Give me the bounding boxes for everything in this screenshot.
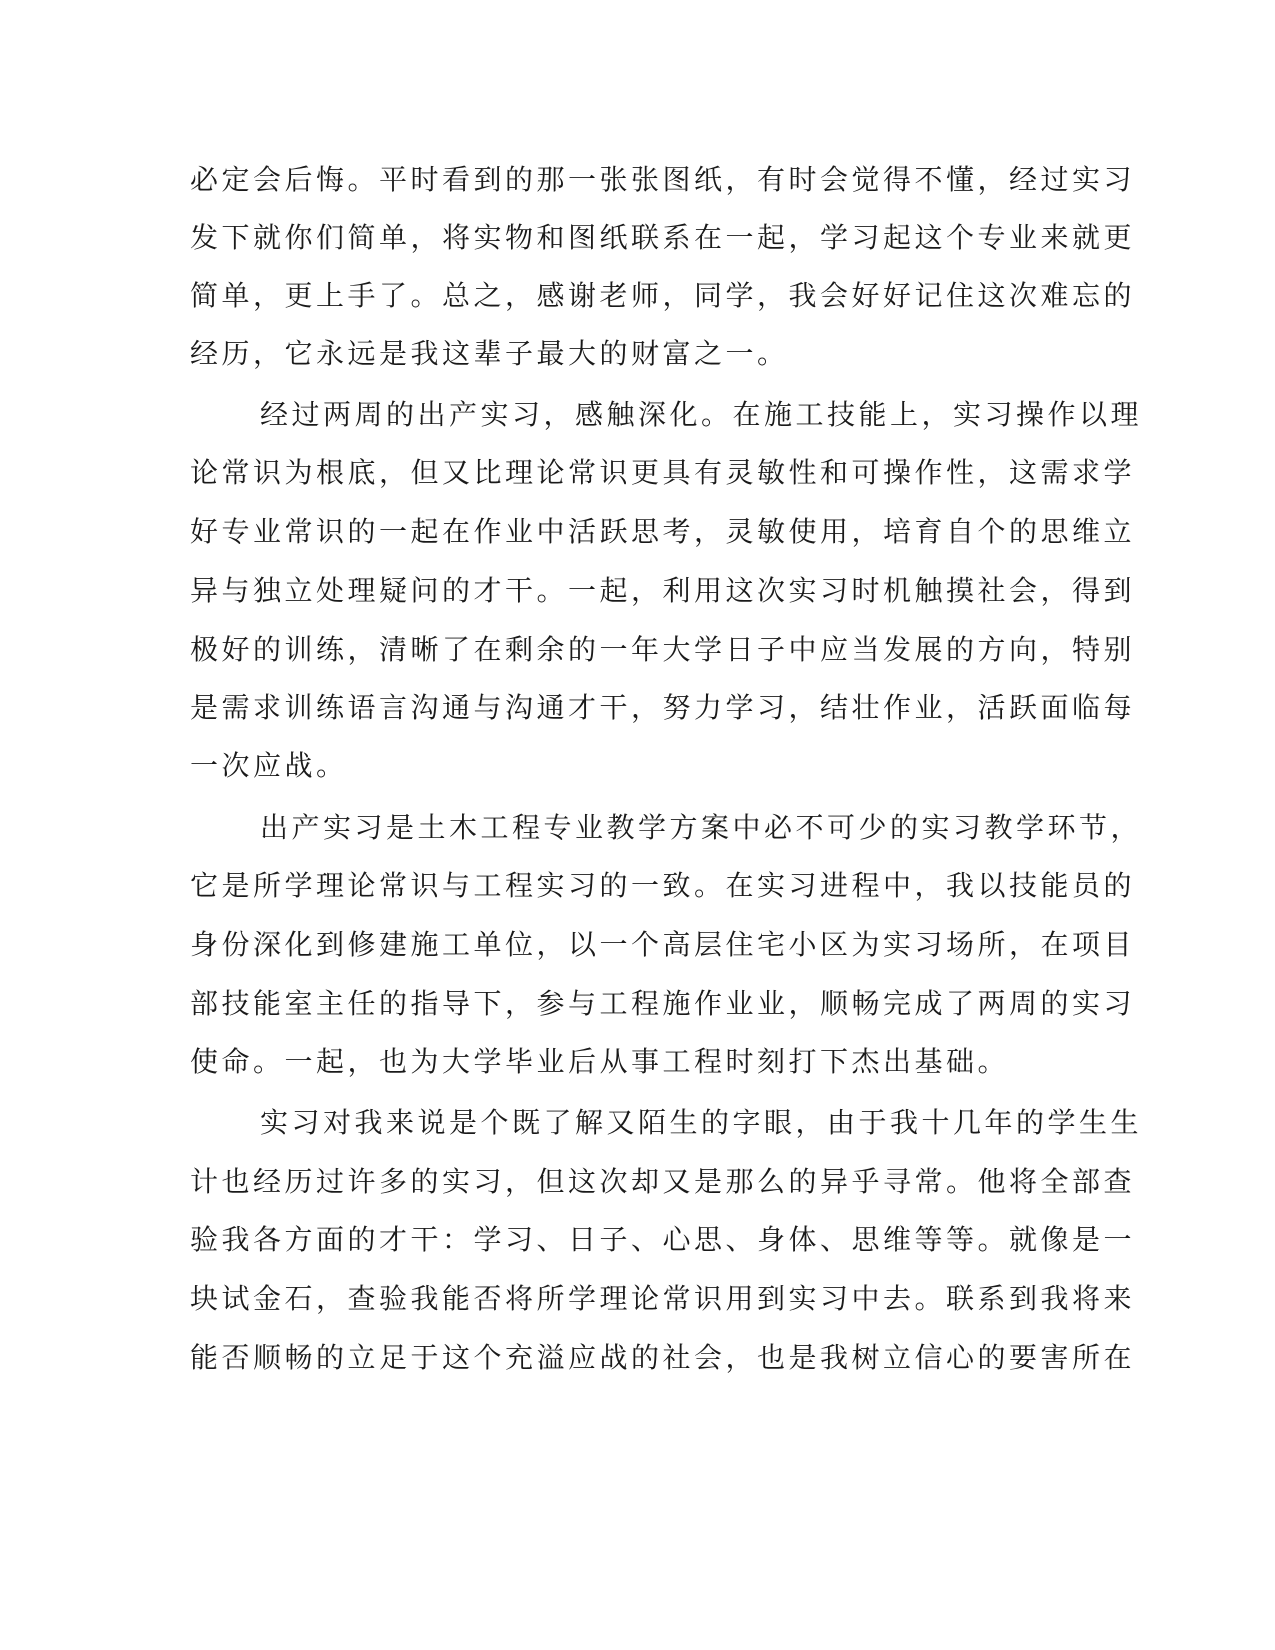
text-line: 身份深化到修建施工单位，以一个高层住宅小区为实习场所，在项目	[190, 928, 1136, 961]
text-line: 发下就你们简单，将实物和图纸联系在一起，学习起这个专业来就更	[190, 221, 1136, 254]
text-line: 必定会后悔。平时看到的那一张张图纸，有时会觉得不懂，经过实习	[190, 163, 1136, 196]
text-line: 部技能室主任的指导下，参与工程施作业业，顺畅完成了两周的实习	[190, 987, 1136, 1020]
text-line: 是需求训练语言沟通与沟通才干，努力学习，结壮作业，活跃面临每	[190, 691, 1136, 724]
paragraph-first-line: 实习对我来说是个既了解又陌生的字眼，由于我十几年的学生生	[260, 1106, 1143, 1139]
text-line: 简单，更上手了。总之，感谢老师，同学，我会好好记住这次难忘的	[190, 279, 1136, 312]
text-line: 异与独立处理疑问的才干。一起，利用这次实习时机触摸社会，得到	[190, 574, 1136, 607]
text-line: 一次应战。	[190, 749, 348, 782]
paragraph-first-line: 出产实习是土木工程专业教学方案中必不可少的实习教学环节，	[260, 811, 1143, 844]
text-line: 极好的训练，清晰了在剩余的一年大学日子中应当发展的方向，特别	[190, 633, 1136, 666]
text-line: 验我各方面的才干：学习、日子、心思、身体、思维等等。就像是一	[190, 1223, 1136, 1256]
text-line: 经历，它永远是我这辈子最大的财富之一。	[190, 337, 789, 370]
paragraph-first-line: 经过两周的出产实习，感触深化。在施工技能上，实习操作以理	[260, 398, 1143, 431]
text-line: 能否顺畅的立足于这个充溢应战的社会，也是我树立信心的要害所在	[190, 1341, 1136, 1374]
text-line: 论常识为根底，但又比理论常识更具有灵敏性和可操作性，这需求学	[190, 456, 1136, 489]
text-line: 块试金石，查验我能否将所学理论常识用到实习中去。联系到我将来	[190, 1282, 1136, 1315]
text-line: 好专业常识的一起在作业中活跃思考，灵敏使用，培育自个的思维立	[190, 515, 1136, 548]
text-line: 使命。一起，也为大学毕业后从事工程时刻打下杰出基础。	[190, 1045, 1010, 1078]
text-line: 计也经历过许多的实习，但这次却又是那么的异乎寻常。他将全部查	[190, 1165, 1136, 1198]
text-line: 它是所学理论常识与工程实习的一致。在实习进程中，我以技能员的	[190, 869, 1136, 902]
